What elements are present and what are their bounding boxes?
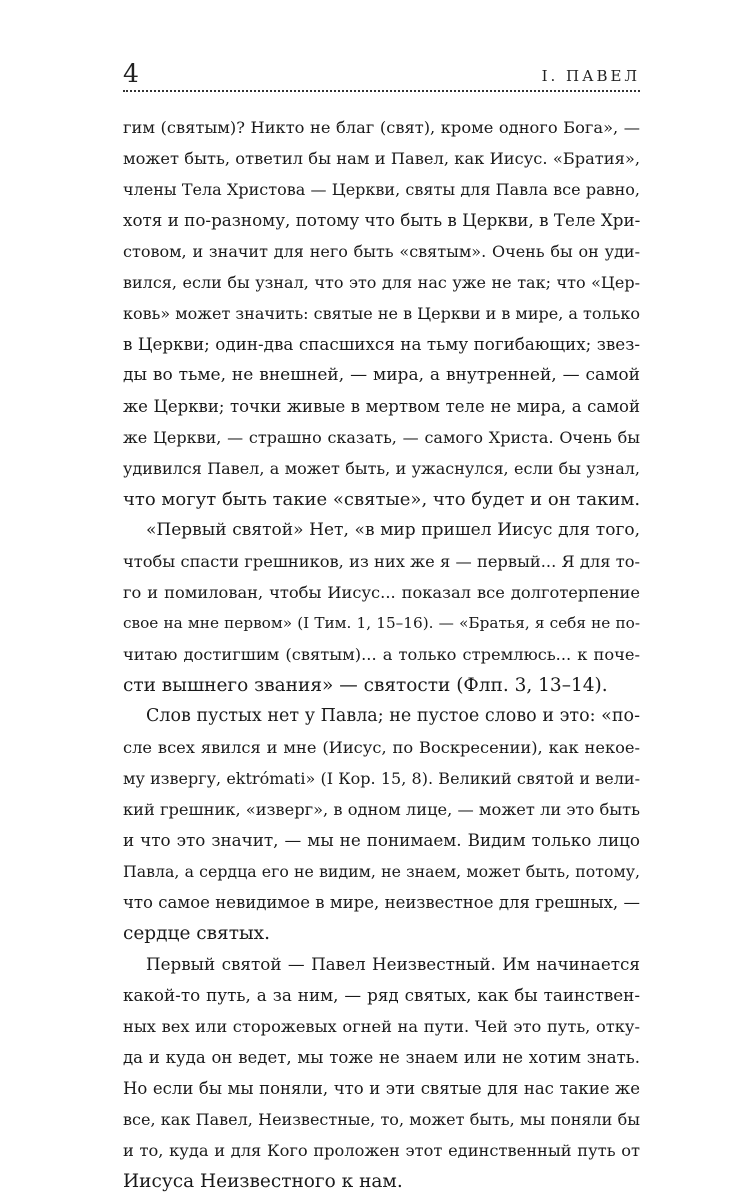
text-line: «Первый святой» Нет, «в мир пришел Иисус для того, [146,520,640,540]
text-line: Но если бы мы поняли, что и эти святые для нас такие же [123,1079,640,1098]
text-line: все, как Павел, Неизвестные, то, может быть, мы поняли бы [123,1110,640,1129]
running-head [123,58,640,94]
text-line: свое на мне первом» (I Тим. 1, 15–16). — «Братья, я себя не по- [123,614,640,632]
text-line: и то, куда и для Кого проложен этот единственный путь от [123,1141,640,1160]
text-line: же Церкви, — страшно сказать, — самого Христа. Очень бы [123,428,640,447]
text-line: члены Тела Христова — Церкви, святы для Павла все равно, [123,180,640,199]
text-line: сле всех явился и мне (Иисус, по Воскресении), как некое- [123,738,640,757]
text-line: ных вех или сторожевых огней на пути. Чей это путь, отку- [123,1017,640,1036]
text-line: вился, если бы узнал, что это для нас уже не так; что «Цер- [123,273,640,292]
text-line: го и помилован, чтобы Иисус... показал все долготерпение [123,583,640,602]
text-line: же Церкви; точки живые в мертвом теле не мира, а самой [123,397,640,416]
paragraph-2 [123,515,640,701]
text-line: читаю достигшим (святым)... а только стремлюсь... к поче- [123,645,640,664]
text-line: удивился Павел, а может быть, и ужаснулся, если бы узнал, [123,459,640,478]
text-line: му извергу, ektrómati» (I Кор. 15, 8). Великий святой и вели- [123,769,640,788]
text-line: кий грешник, «изверг», в одном лице, — может ли это быть [123,800,640,819]
text-line: Слов пустых нет у Павла; не пустое слово и это: «по- [146,706,640,726]
paragraph-1 [123,112,640,515]
chapter-title: I. ПАВЕЛ [541,67,640,85]
body-text [123,112,640,1197]
text-line: что могут быть такие «святые», что будет и он таким. [123,489,640,510]
page-number: 4 [123,59,139,88]
text-line: Павла, а сердца его не видим, не знаем, может быть, потому, [123,862,640,881]
text-line: сердце святых. [123,923,270,944]
text-line: ковь» может значить: святые не в Церкви и в мире, а только [123,304,640,323]
text-line: какой-то путь, а за ним, — ряд святых, как бы таинствен- [123,985,640,1005]
text-line: стовом, и значит для него быть «святым». Очень бы он уди- [123,242,640,261]
paragraph-3 [123,701,640,949]
text-line: чтобы спасти грешников, из них же я — первый... Я для то- [123,552,640,571]
text-line: что самое невидимое в мире, неизвестное для грешных, — [123,893,640,912]
text-line: в Церкви; один-два спасшихся на тьму погибающих; звез- [123,334,640,354]
text-line: ды во тьме, не внешней, — мира, а внутренней, — самой [123,365,640,385]
text-line: Первый святой — Павел Неизвестный. Им начинается [146,954,640,974]
text-line: Иисуса Неизвестного к нам. [123,1171,403,1192]
text-line: хотя и по-разному, потому что быть в Церкви, в Теле Хри- [123,210,640,230]
text-line: может быть, ответил бы нам и Павел, как Иисус. «Братия», [123,149,640,168]
text-line: да и куда он ведет, мы тоже не знаем или не хотим знать. [123,1048,640,1067]
text-line: гим (святым)? Никто не благ (свят), кроме одного Бога», — [123,118,640,137]
text-line: и что это значит, — мы не понимаем. Видим только лицо [123,830,640,850]
dotted-divider [123,90,640,92]
text-line: сти вышнего звания» — святости (Флп. 3, 13–14). [123,675,608,696]
paragraph-4 [123,949,640,1197]
